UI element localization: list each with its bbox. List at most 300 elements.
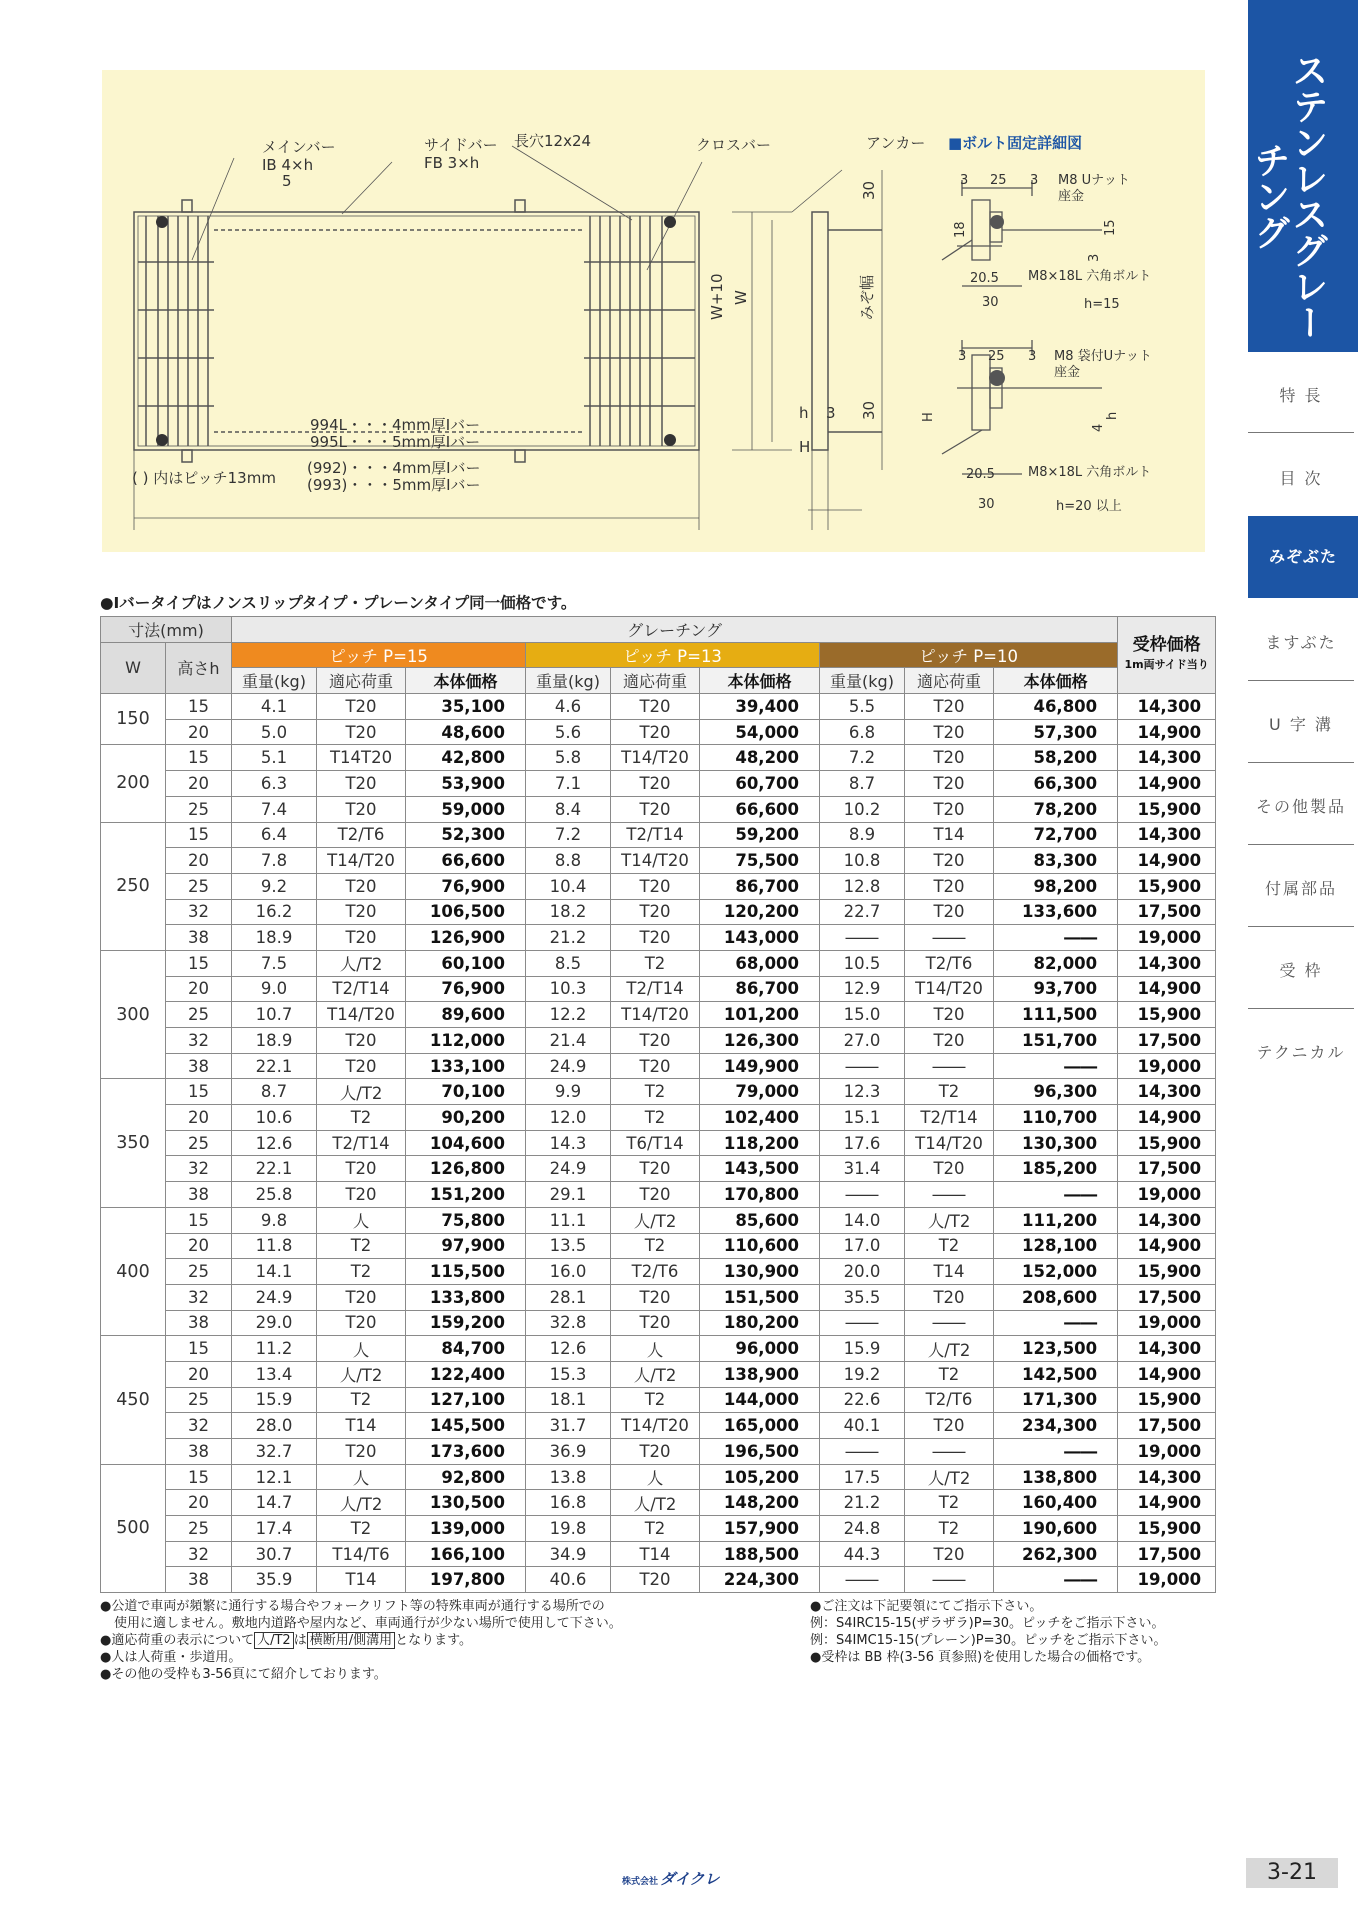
table-cell: 14,300 [1118, 1207, 1216, 1233]
table-cell: 25 [166, 1002, 232, 1028]
table-row [101, 1464, 1216, 1490]
det2-25: 25 [988, 349, 1005, 364]
table-cell: 130,300 [994, 1130, 1118, 1156]
table-cell: 38 [166, 1439, 232, 1465]
table-cell: 42,800 [406, 745, 526, 771]
table-cell: ―― [905, 1310, 994, 1336]
table-cell: T14/T20 [611, 1413, 700, 1439]
cell-width: 150 [101, 694, 166, 745]
det1-zagane: 座金 [1058, 189, 1085, 204]
det1-25: 25 [990, 173, 1007, 188]
det1-nut: M8 Uナット [1058, 173, 1130, 188]
table-cell: 15,900 [1118, 1387, 1216, 1413]
table-cell: 22.1 [232, 1053, 317, 1079]
det2-zagane: 座金 [1054, 365, 1081, 380]
table-cell: T20 [905, 899, 994, 925]
table-cell: T14T20 [317, 745, 406, 771]
det1-3c: 3 [1087, 253, 1102, 262]
table-cell: T14 [317, 1413, 406, 1439]
table-cell: 78,200 [994, 796, 1118, 822]
table-cell: 14,300 [1118, 822, 1216, 848]
table-cell: 52,300 [406, 822, 526, 848]
table-cell: 人/T2 [611, 1361, 700, 1387]
table-cell: T2 [905, 1361, 994, 1387]
table-cell: 6.3 [232, 771, 317, 797]
table-cell: 180,200 [700, 1310, 820, 1336]
table-cell: 15 [166, 1079, 232, 1105]
table-row [101, 1105, 1216, 1131]
table-cell: 15,900 [1118, 1516, 1216, 1542]
table-cell: 127,100 [406, 1387, 526, 1413]
table-cell: ―― [994, 1310, 1118, 1336]
table-cell: 24.9 [526, 1156, 611, 1182]
side-item-mizobuta[interactable] [1248, 516, 1358, 598]
table-cell: 10.3 [526, 976, 611, 1002]
table-cell: 22.6 [820, 1387, 905, 1413]
page-number: 3-21 [1246, 1858, 1338, 1888]
table-cell: 14,900 [1118, 848, 1216, 874]
table-cell: 13.5 [526, 1233, 611, 1259]
table-cell: 196,500 [700, 1439, 820, 1465]
table-cell: 144,000 [700, 1387, 820, 1413]
table-cell: 17.5 [820, 1464, 905, 1490]
table-cell: T20 [611, 694, 700, 720]
table-cell: 76,900 [406, 873, 526, 899]
header-w: W [101, 642, 166, 693]
table-cell: 75,500 [700, 848, 820, 874]
table-cell: 19,000 [1118, 1567, 1216, 1593]
table-row [101, 1002, 1216, 1028]
table-cell: 15 [166, 694, 232, 720]
table-cell: 21.2 [526, 925, 611, 951]
table-cell: 96,000 [700, 1336, 820, 1362]
footnote-load-text2: は [293, 1633, 307, 1648]
table-row [101, 1053, 1216, 1079]
det2-30: 30 [978, 497, 995, 512]
label-len-995: 995L・・・5mm厚Iバー [310, 433, 481, 451]
footnote-load-text3: となります。 [395, 1633, 473, 1648]
table-cell: 15 [166, 822, 232, 848]
table-cell: 97,900 [406, 1233, 526, 1259]
table-row [101, 745, 1216, 771]
table-cell: 15.3 [526, 1361, 611, 1387]
footnote: ●公道で車両が頻繁に通行する場合やフォークリフト等の特殊車両が通行する場所での [100, 1599, 605, 1614]
det1-30: 30 [982, 295, 999, 310]
table-cell: 14,300 [1118, 694, 1216, 720]
table-cell: ―― [820, 925, 905, 951]
table-cell: 102,400 [700, 1105, 820, 1131]
table-cell: ―― [905, 1053, 994, 1079]
table-cell: T20 [611, 899, 700, 925]
table-cell: T2/T14 [611, 822, 700, 848]
table-cell: 7.2 [526, 822, 611, 848]
table-cell: 105,200 [700, 1464, 820, 1490]
table-row [101, 925, 1216, 951]
footnote-load [100, 1632, 800, 1649]
table-cell: ―― [994, 1439, 1118, 1465]
table-cell: 14,300 [1118, 1336, 1216, 1362]
table-cell: 29.1 [526, 1182, 611, 1208]
logo-text: ダイクレ [660, 1870, 720, 1888]
table-cell: 18.2 [526, 899, 611, 925]
det1-bolt: M8×18L 六角ボルト [1028, 269, 1152, 284]
table-cell: 21.2 [820, 1490, 905, 1516]
label-len-992: (992)・・・4mm厚Iバー [307, 459, 481, 477]
table-cell: 143,500 [700, 1156, 820, 1182]
det1-15: 15 [1103, 219, 1118, 236]
table-cell: T20 [905, 848, 994, 874]
table-row [101, 1310, 1216, 1336]
label-len-994: 994L・・・4mm厚Iバー [310, 416, 481, 434]
table-cell: T20 [905, 1541, 994, 1567]
footnote: 例：S4IRC15-15(ザラザラ)P=30。ピッチをご指示下さい。 [810, 1616, 1165, 1631]
table-cell: 19,000 [1118, 1053, 1216, 1079]
table-cell: 159,200 [406, 1310, 526, 1336]
table-cell: 66,600 [700, 796, 820, 822]
table-cell: 104,600 [406, 1130, 526, 1156]
table-cell: 32.7 [232, 1439, 317, 1465]
table-cell: 151,200 [406, 1182, 526, 1208]
table-cell: 8.7 [820, 771, 905, 797]
table-cell: 151,700 [994, 1028, 1118, 1054]
table-cell: 32 [166, 1028, 232, 1054]
table-cell: 12.3 [820, 1079, 905, 1105]
table-cell: T2 [317, 1387, 406, 1413]
logo-prefix: 株式会社 [622, 1877, 659, 1887]
table-row [101, 976, 1216, 1002]
table-cell: 32 [166, 899, 232, 925]
table-cell: T2 [317, 1259, 406, 1285]
table-cell: 25 [166, 1516, 232, 1542]
table-cell: T20 [905, 719, 994, 745]
table-cell: T20 [611, 771, 700, 797]
table-cell: 98,200 [994, 873, 1118, 899]
table-cell: 6.4 [232, 822, 317, 848]
det1-18: 18 [953, 221, 968, 238]
side-item-parts[interactable]: 付属部品 [1264, 879, 1337, 898]
table-cell: 59,000 [406, 796, 526, 822]
table-cell: T20 [905, 694, 994, 720]
table-note: ●Iバータイプはノンスリップタイプ・プレーンタイプ同一価格です。 [100, 594, 577, 612]
table-cell: 90,200 [406, 1105, 526, 1131]
table-cell: T14/T20 [317, 848, 406, 874]
table-cell: 20 [166, 848, 232, 874]
table-cell: T20 [317, 771, 406, 797]
table-cell: 25.8 [232, 1182, 317, 1208]
table-cell: T14/T20 [611, 745, 700, 771]
side-item-other[interactable]: その他製品 [1255, 797, 1346, 816]
table-cell: 38 [166, 1567, 232, 1593]
table-cell: 17,500 [1118, 1284, 1216, 1310]
table-cell: T2 [611, 1233, 700, 1259]
table-cell: 32 [166, 1413, 232, 1439]
table-cell: T20 [611, 796, 700, 822]
table-cell: 15,900 [1118, 873, 1216, 899]
side-item-masubuta[interactable]: ますぶた [1265, 633, 1337, 652]
table-cell: 30.7 [232, 1541, 317, 1567]
table-cell: 人/T2 [905, 1336, 994, 1362]
table-cell: T20 [905, 1284, 994, 1310]
table-cell: 40.6 [526, 1567, 611, 1593]
cell-width: 400 [101, 1207, 166, 1335]
table-cell: 35,100 [406, 694, 526, 720]
table-cell: 15 [166, 745, 232, 771]
table-cell: T6/T14 [611, 1130, 700, 1156]
table-cell: 19,000 [1118, 1439, 1216, 1465]
table-cell: 15 [166, 1207, 232, 1233]
table-cell: 120,200 [700, 899, 820, 925]
table-cell: 165,000 [700, 1413, 820, 1439]
table-cell: ―― [905, 1567, 994, 1593]
table-cell: T20 [611, 1439, 700, 1465]
table-cell: 44.3 [820, 1541, 905, 1567]
side-item-technical[interactable]: テクニカル [1256, 1043, 1346, 1062]
table-cell: 70,100 [406, 1079, 526, 1105]
table-cell: 32.8 [526, 1310, 611, 1336]
table-cell: 59,200 [700, 822, 820, 848]
table-cell: 118,200 [700, 1130, 820, 1156]
sub-price: 本体価格 [700, 668, 820, 694]
table-cell: 157,900 [700, 1516, 820, 1542]
table-cell: 13.4 [232, 1361, 317, 1387]
table-cell: 208,600 [994, 1284, 1118, 1310]
table-cell: T20 [317, 1182, 406, 1208]
table-cell: T2/T14 [905, 1105, 994, 1131]
table-cell: 173,600 [406, 1439, 526, 1465]
table-cell: T20 [905, 1156, 994, 1182]
det1-3a: 3 [960, 173, 969, 188]
table-cell: T20 [905, 1002, 994, 1028]
table-cell: 6.8 [820, 719, 905, 745]
table-cell: T2 [611, 1105, 700, 1131]
table-cell: 4.6 [526, 694, 611, 720]
table-cell: 15.9 [232, 1387, 317, 1413]
side-item-contents[interactable]: 目 次 [1279, 469, 1323, 488]
table-cell: 人/T2 [905, 1207, 994, 1233]
table-row [101, 1259, 1216, 1285]
table-cell: 72,700 [994, 822, 1118, 848]
table-cell: 234,300 [994, 1413, 1118, 1439]
table-cell: 4.1 [232, 694, 317, 720]
table-cell: 138,800 [994, 1464, 1118, 1490]
table-cell: 54,000 [700, 719, 820, 745]
label-anchor: アンカー [866, 134, 926, 152]
table-cell: T14/T20 [905, 976, 994, 1002]
table-cell: T20 [611, 1156, 700, 1182]
table-cell: T20 [317, 1439, 406, 1465]
divider [1248, 844, 1354, 845]
table-cell: 57,300 [994, 719, 1118, 745]
table-cell: 12.6 [232, 1130, 317, 1156]
table-cell: 126,900 [406, 925, 526, 951]
table-cell: 79,000 [700, 1079, 820, 1105]
side-item-receiver[interactable]: 受 枠 [1279, 961, 1323, 980]
table-cell: T2/T6 [317, 822, 406, 848]
table-cell: 14.7 [232, 1490, 317, 1516]
table-cell: 20.0 [820, 1259, 905, 1285]
table-cell: T20 [611, 719, 700, 745]
label-dim-mizohaba: みぞ幅 [858, 274, 876, 320]
label-dim-30a: 30 [860, 180, 878, 200]
det1-3b: 3 [1030, 173, 1039, 188]
cell-width: 250 [101, 822, 166, 950]
det2-205: 20.5 [966, 467, 995, 482]
sub-weight: 重量(kg) [232, 668, 317, 694]
table-cell: T14 [905, 1259, 994, 1285]
table-cell: 24.8 [820, 1516, 905, 1542]
label-pitch-note: ( ) 内はピッチ13mm [132, 469, 276, 487]
table-cell: 15.1 [820, 1105, 905, 1131]
table-cell: 12.6 [526, 1336, 611, 1362]
table-cell: 101,200 [700, 1002, 820, 1028]
table-cell: ―― [905, 925, 994, 951]
table-cell: 170,800 [700, 1182, 820, 1208]
table-row [101, 1130, 1216, 1156]
table-cell: 14.3 [526, 1130, 611, 1156]
table-row [101, 1567, 1216, 1593]
table-cell: T2/T14 [611, 976, 700, 1002]
table-cell: 10.8 [820, 848, 905, 874]
table-cell: 112,000 [406, 1028, 526, 1054]
table-cell: 84,700 [406, 1336, 526, 1362]
table-cell: 14,900 [1118, 976, 1216, 1002]
footnotes-left [100, 1598, 800, 1683]
table-cell: ―― [905, 1182, 994, 1208]
footnote: 例：S4IMC15-15(プレーン)P=30。ピッチをご指示下さい。 [810, 1633, 1167, 1648]
table-cell: 31.7 [526, 1413, 611, 1439]
table-cell: 38 [166, 925, 232, 951]
sub-price: 本体価格 [994, 668, 1118, 694]
label-long-hole: 長穴12x24 [514, 132, 592, 150]
table-cell: T20 [611, 1567, 700, 1593]
table-row [101, 899, 1216, 925]
table-cell: 139,000 [406, 1516, 526, 1542]
table-cell: 22.7 [820, 899, 905, 925]
table-cell: 7.5 [232, 950, 317, 976]
table-row [101, 1413, 1216, 1439]
table-cell: T2/T6 [611, 1259, 700, 1285]
table-cell: ―― [905, 1439, 994, 1465]
table-cell: 8.4 [526, 796, 611, 822]
table-row [101, 1490, 1216, 1516]
table-cell: 38 [166, 1053, 232, 1079]
table-cell: 130,900 [700, 1259, 820, 1285]
side-item-u-gutter[interactable]: U 字 溝 [1269, 715, 1333, 734]
side-item-mizobuta-label: みぞぶた [1268, 547, 1337, 566]
table-cell: 14,900 [1118, 1361, 1216, 1387]
table-cell: 262,300 [994, 1541, 1118, 1567]
table-cell: T2 [905, 1233, 994, 1259]
table-cell: 92,800 [406, 1464, 526, 1490]
table-cell: 25 [166, 873, 232, 899]
table-cell: T20 [317, 1284, 406, 1310]
divider [1248, 432, 1354, 433]
table-cell: 110,600 [700, 1233, 820, 1259]
table-row [101, 950, 1216, 976]
table-cell: ―― [820, 1182, 905, 1208]
table-cell: 7.8 [232, 848, 317, 874]
table-cell: 11.1 [526, 1207, 611, 1233]
table-row [101, 771, 1216, 797]
table-cell: T2 [611, 950, 700, 976]
table-cell: 19,000 [1118, 1310, 1216, 1336]
table-cell: 12.8 [820, 873, 905, 899]
side-item-features[interactable]: 特 長 [1279, 386, 1323, 405]
table-cell: 7.4 [232, 796, 317, 822]
table-cell: 35.5 [820, 1284, 905, 1310]
table-cell: T20 [905, 1413, 994, 1439]
table-cell: 14,900 [1118, 771, 1216, 797]
table-cell: T2/T6 [905, 1387, 994, 1413]
footnote: ●その他の受枠も3-56頁にて紹介しております。 [100, 1667, 387, 1682]
table-row [101, 719, 1216, 745]
sub-weight: 重量(kg) [820, 668, 905, 694]
footnote-load-box2: 横断用/側溝用 [307, 1632, 395, 1649]
table-cell: 133,800 [406, 1284, 526, 1310]
table-cell: 20 [166, 1105, 232, 1131]
table-cell: 20 [166, 1490, 232, 1516]
table-row [101, 1387, 1216, 1413]
table-cell: 17,500 [1118, 1413, 1216, 1439]
table-cell: 14.0 [820, 1207, 905, 1233]
table-cell: 11.8 [232, 1233, 317, 1259]
cell-width: 500 [101, 1464, 166, 1592]
table-cell: 13.8 [526, 1464, 611, 1490]
table-cell: ―― [994, 1182, 1118, 1208]
header-pitch-13: ピッチ P=13 [526, 642, 820, 668]
label-main-bar-spec: IB 4×h [262, 156, 314, 174]
label-dim-30b: 30 [860, 400, 878, 420]
table-cell: 145,500 [406, 1413, 526, 1439]
table-row [101, 694, 1216, 720]
table-cell: T20 [317, 1156, 406, 1182]
table-cell: T14/T20 [317, 1002, 406, 1028]
table-cell: 人 [317, 1464, 406, 1490]
table-row [101, 796, 1216, 822]
footnote-load-box1: 人/T2 [254, 1632, 294, 1649]
table-cell: T20 [611, 1310, 700, 1336]
table-cell: 21.4 [526, 1028, 611, 1054]
table-cell: 142,500 [994, 1361, 1118, 1387]
table-cell: 106,500 [406, 899, 526, 925]
table-cell: 111,200 [994, 1207, 1118, 1233]
table-cell: 17.4 [232, 1516, 317, 1542]
det2-h: h [1105, 411, 1120, 420]
table-cell: 15 [166, 950, 232, 976]
table-cell: 人/T2 [611, 1207, 700, 1233]
table-cell: T20 [611, 1284, 700, 1310]
table-cell: 76,900 [406, 976, 526, 1002]
table-cell: 15,900 [1118, 1130, 1216, 1156]
table-cell: 197,800 [406, 1567, 526, 1593]
table-cell: T20 [317, 1053, 406, 1079]
divider [1248, 762, 1354, 763]
table-cell: T20 [905, 796, 994, 822]
company-logo [622, 1868, 719, 1889]
table-cell: 16.8 [526, 1490, 611, 1516]
table-cell: 20 [166, 771, 232, 797]
table-cell: T20 [905, 873, 994, 899]
cell-width: 300 [101, 950, 166, 1078]
table-cell: 38 [166, 1310, 232, 1336]
table-cell: 9.0 [232, 976, 317, 1002]
table-cell: T2 [905, 1490, 994, 1516]
header-dim: 寸法(mm) [101, 617, 232, 643]
table-cell: 148,200 [700, 1490, 820, 1516]
table-cell: 38 [166, 1182, 232, 1208]
table-row [101, 1361, 1216, 1387]
footnote: ●ご注文は下記要領にてご指示下さい。 [810, 1599, 1043, 1614]
